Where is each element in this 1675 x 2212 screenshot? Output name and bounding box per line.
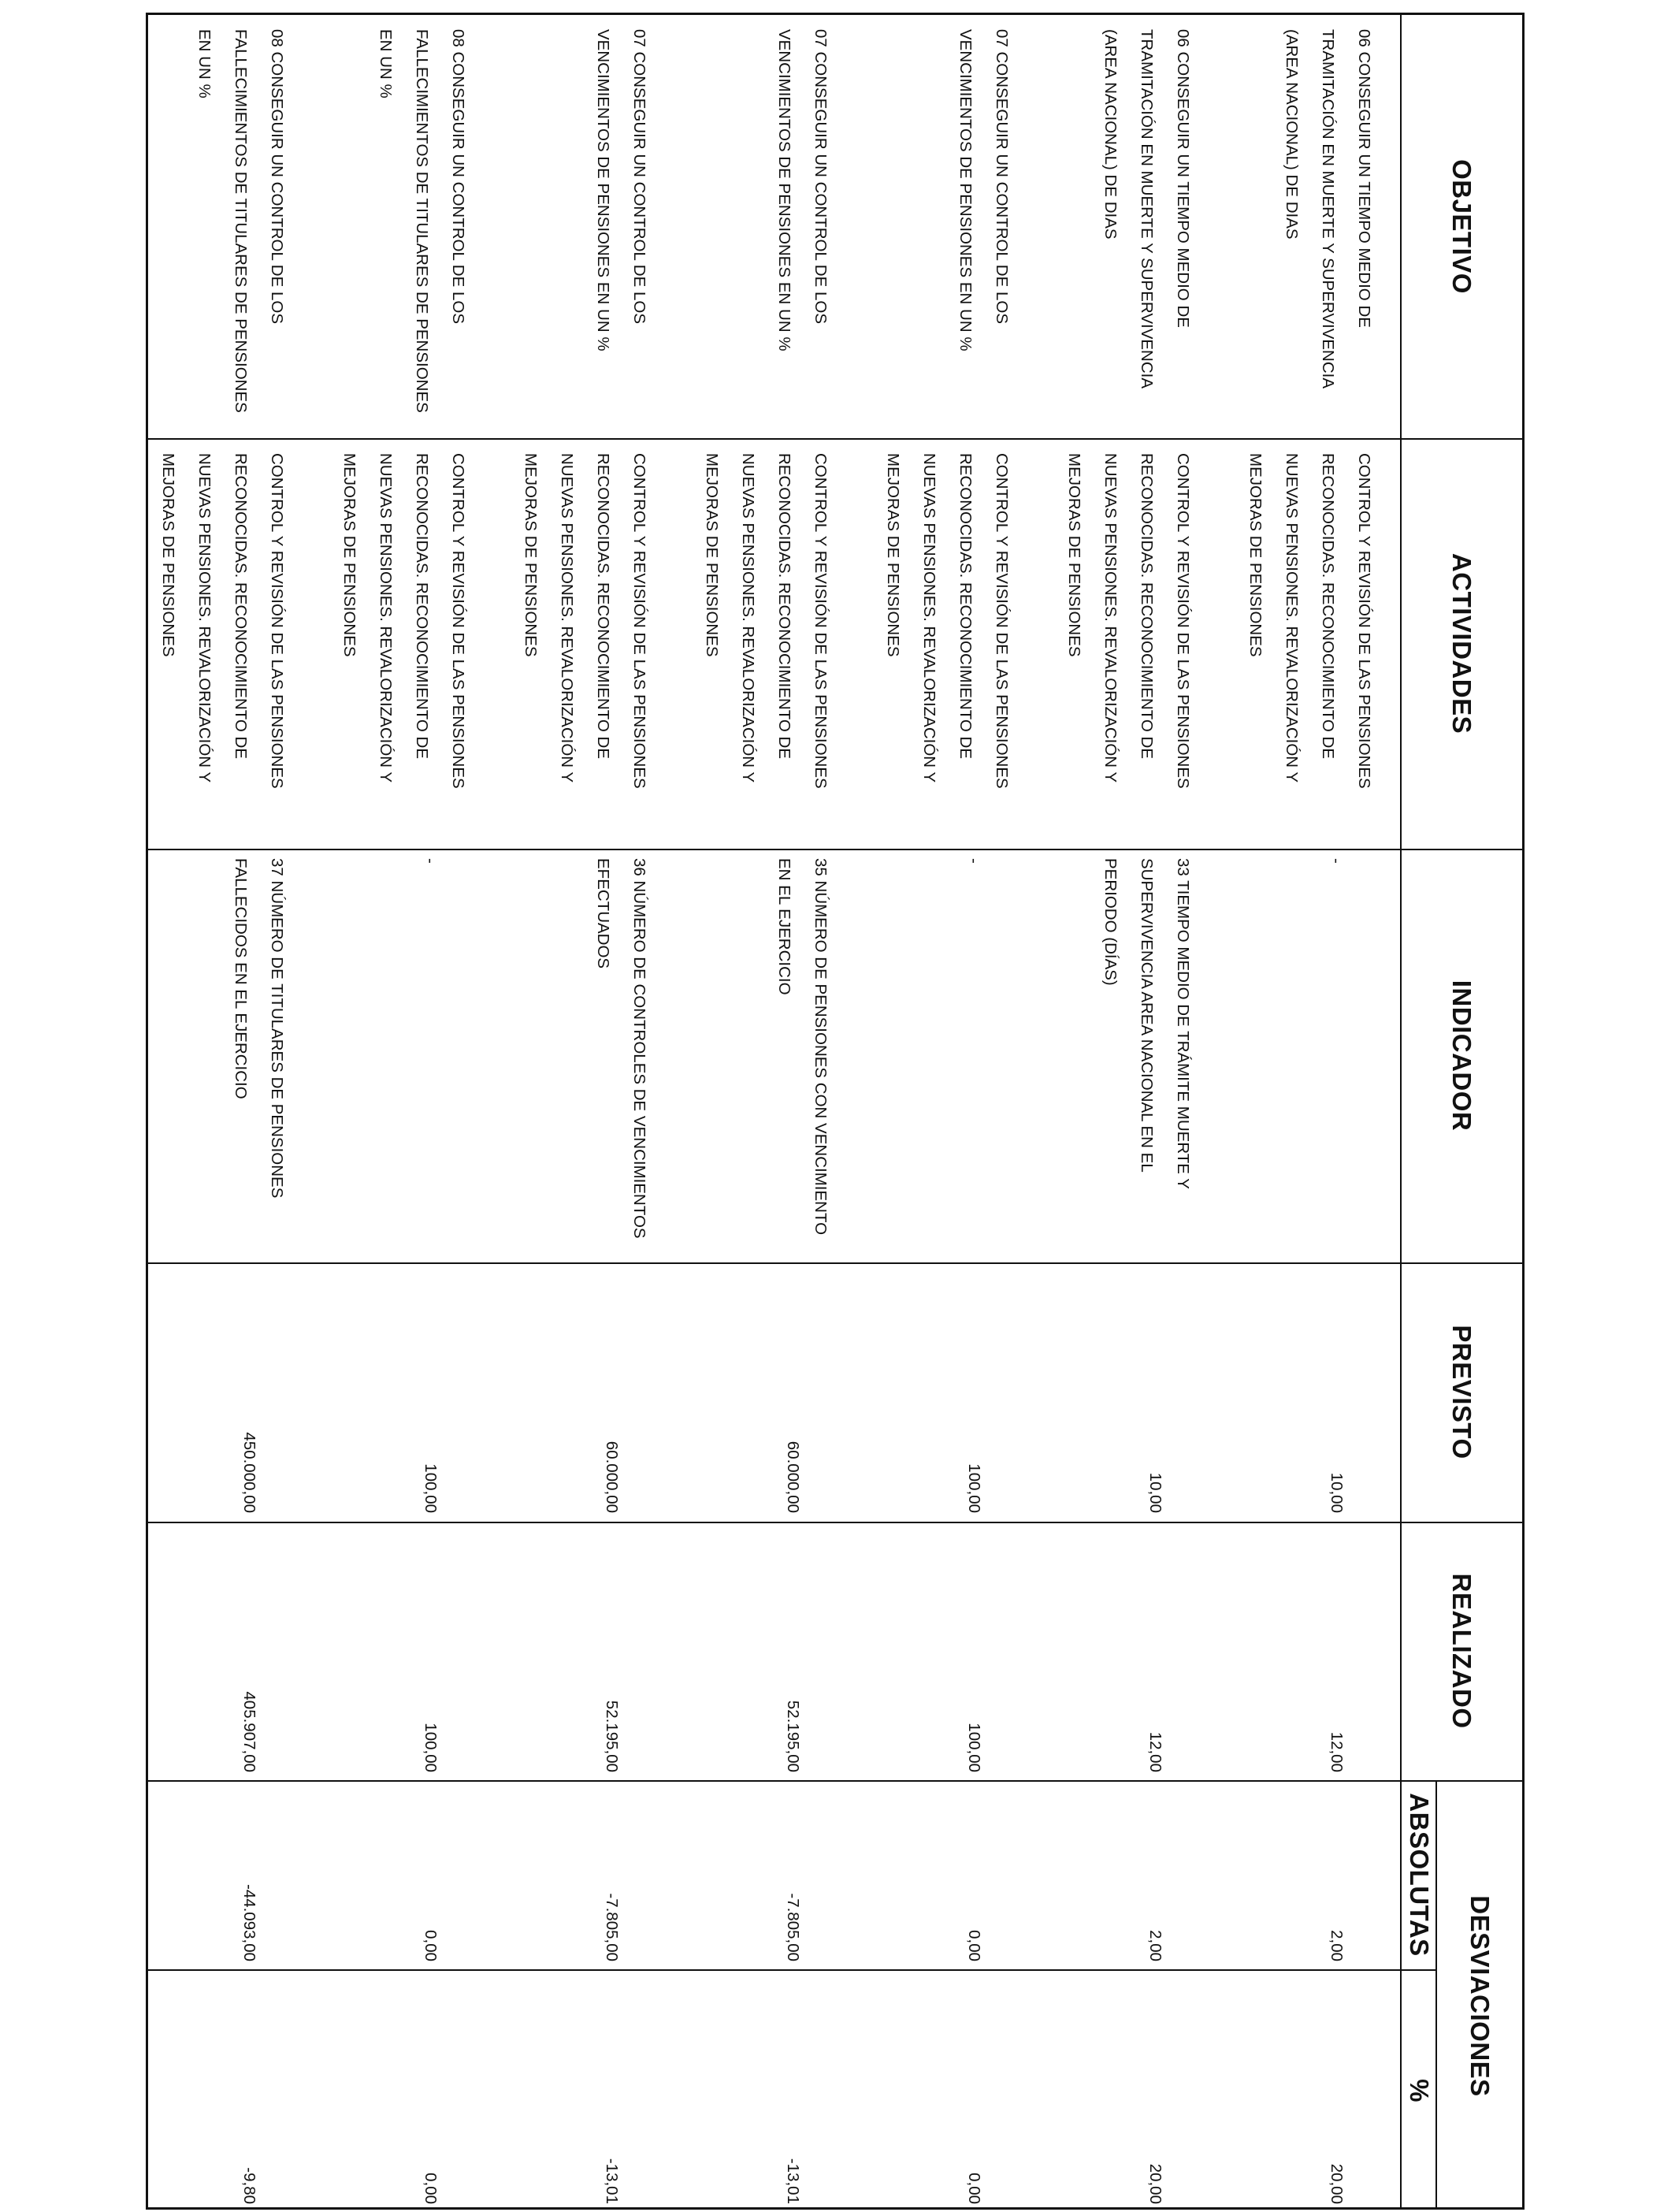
row-absolutas: 2,00 [1328, 1930, 1346, 1961]
row-indicador: 36 NÚMERO DE CONTROLES DE VENCIMIENTOS EFECTUADOS [594, 858, 648, 1239]
row-absolutas: -44.093,00 [240, 1883, 258, 1961]
row-indicador: - [1328, 858, 1346, 864]
row-pct: -13,01 [784, 2158, 802, 2204]
row-realizado: 12,00 [1146, 1731, 1164, 1772]
row-absolutas: -7.805,00 [603, 1893, 621, 1961]
col-divider [148, 1780, 1522, 1782]
row-objetivo: 06 CONSEGUIR UN TIEMPO MEDIO DE TRAMITACIÓN EN MUERTE Y SUPERVIVENCIA (AREA NACIONAL) DE DIAS [1283, 29, 1373, 388]
row-actividades: CONTROL Y REVISIÓN DE LAS PENSIONES RECONOCIDAS. RECONOCIMIENTO DE NUEVAS PENSIONES. REVALORIZACIÓN Y MEJORAS DE PENSIONES [703, 453, 830, 789]
row-realizado: 52.195,00 [784, 1700, 802, 1772]
header-previsto: PREVISTO [1447, 1325, 1477, 1459]
row-previsto: 450.000,00 [240, 1432, 258, 1513]
row-actividades: CONTROL Y REVISIÓN DE LAS PENSIONES RECONOCIDAS. RECONOCIMIENTO DE NUEVAS PENSIONES. REVALORIZACIÓN Y MEJORAS DE PENSIONES [340, 453, 467, 789]
row-absolutas: 2,00 [1146, 1930, 1164, 1961]
row-previsto: 60.000,00 [784, 1441, 802, 1513]
header-desviaciones: DESVIACIONES [1465, 1895, 1495, 2097]
row-indicador: - [965, 858, 983, 864]
row-objetivo: 08 CONSEGUIR UN CONTROL DE LOS FALLECIMIENTOS DE TITULARES DE PENSIONES EN UN % [377, 29, 467, 413]
row-realizado: 405.907,00 [240, 1691, 258, 1772]
row-indicador: 33 TIEMPO MEDIO DE TRÁMITE MUERTE Y SUPERVIVENCIA AREA NACIONAL EN EL PERIODO (DÍAS) [1101, 858, 1192, 1189]
header-pct: % [1405, 2079, 1435, 2102]
row-pct: 0,00 [422, 2173, 440, 2204]
col-divider [148, 849, 1522, 850]
row-actividades: CONTROL Y REVISIÓN DE LAS PENSIONES RECONOCIDAS. RECONOCIMIENTO DE NUEVAS PENSIONES. REVALORIZACIÓN Y MEJORAS DE PENSIONES [159, 453, 286, 789]
row-indicador: - [422, 858, 440, 864]
header-objetivo: OBJETIVO [1447, 159, 1477, 294]
report-table [146, 13, 1525, 2210]
row-indicador: 35 NÚMERO DE PENSIONES CON VENCIMIENTO EN EL EJERCICIO [775, 858, 830, 1236]
row-realizado: 52.195,00 [603, 1700, 621, 1772]
row-absolutas: -7.805,00 [784, 1893, 802, 1961]
col-divider [148, 438, 1522, 440]
row-pct: 20,00 [1328, 2163, 1346, 2204]
row-previsto: 100,00 [965, 1463, 983, 1513]
row-actividades: CONTROL Y REVISIÓN DE LAS PENSIONES RECONOCIDAS. RECONOCIMIENTO DE NUEVAS PENSIONES. REVALORIZACIÓN Y MEJORAS DE PENSIONES [522, 453, 648, 789]
row-objetivo: 07 CONSEGUIR UN CONTROL DE LOS VENCIMIENTOS DE PENSIONES EN UN % [775, 29, 830, 351]
header-absolutas: ABSOLUTAS [1405, 1793, 1435, 1957]
row-realizado: 12,00 [1328, 1731, 1346, 1772]
row-actividades: CONTROL Y REVISIÓN DE LAS PENSIONES RECONOCIDAS. RECONOCIMIENTO DE NUEVAS PENSIONES. REVALORIZACIÓN Y MEJORAS DE PENSIONES [1065, 453, 1192, 789]
row-previsto: 10,00 [1328, 1472, 1346, 1513]
row-absolutas: 0,00 [422, 1930, 440, 1961]
row-objetivo: 08 CONSEGUIR UN CONTROL DE LOS FALLECIMIENTOS DE TITULARES DE PENSIONES EN UN % [195, 29, 286, 413]
row-realizado: 100,00 [965, 1723, 983, 1772]
col-divider [148, 1522, 1522, 1523]
header-realizado: REALIZADO [1447, 1573, 1477, 1729]
row-realizado: 100,00 [422, 1723, 440, 1772]
row-indicador: 37 NÚMERO DE TITULARES DE PENSIONES FALLECIDOS EN EL EJERCICIO [232, 858, 286, 1199]
header-indicador: INDICADOR [1447, 980, 1477, 1132]
row-previsto: 100,00 [422, 1463, 440, 1513]
header-actividades: ACTIVIDADES [1447, 552, 1477, 734]
col-divider [148, 1262, 1522, 1264]
row-previsto: 10,00 [1146, 1472, 1164, 1513]
row-pct: -9,80 [240, 2167, 258, 2204]
row-previsto: 60.000,00 [603, 1441, 621, 1513]
row-objetivo: 06 CONSEGUIR UN TIEMPO MEDIO DE TRAMITACIÓN EN MUERTE Y SUPERVIVENCIA (AREA NACIONAL) DE DIAS [1101, 29, 1192, 388]
row-objetivo: 07 CONSEGUIR UN CONTROL DE LOS VENCIMIENTOS DE PENSIONES EN UN % [594, 29, 648, 351]
row-pct: 0,00 [965, 2173, 983, 2204]
row-pct: 20,00 [1146, 2163, 1164, 2204]
row-absolutas: 0,00 [965, 1930, 983, 1961]
row-actividades: CONTROL Y REVISIÓN DE LAS PENSIONES RECONOCIDAS. RECONOCIMIENTO DE NUEVAS PENSIONES. REVALORIZACIÓN Y MEJORAS DE PENSIONES [884, 453, 1011, 789]
row-objetivo: 07 CONSEGUIR UN CONTROL DE LOS VENCIMIENTOS DE PENSIONES EN UN % [956, 29, 1011, 351]
row-pct: -13,01 [603, 2158, 621, 2204]
row-actividades: CONTROL Y REVISIÓN DE LAS PENSIONES RECONOCIDAS. RECONOCIMIENTO DE NUEVAS PENSIONES. REVALORIZACIÓN Y MEJORAS DE PENSIONES [1246, 453, 1373, 789]
